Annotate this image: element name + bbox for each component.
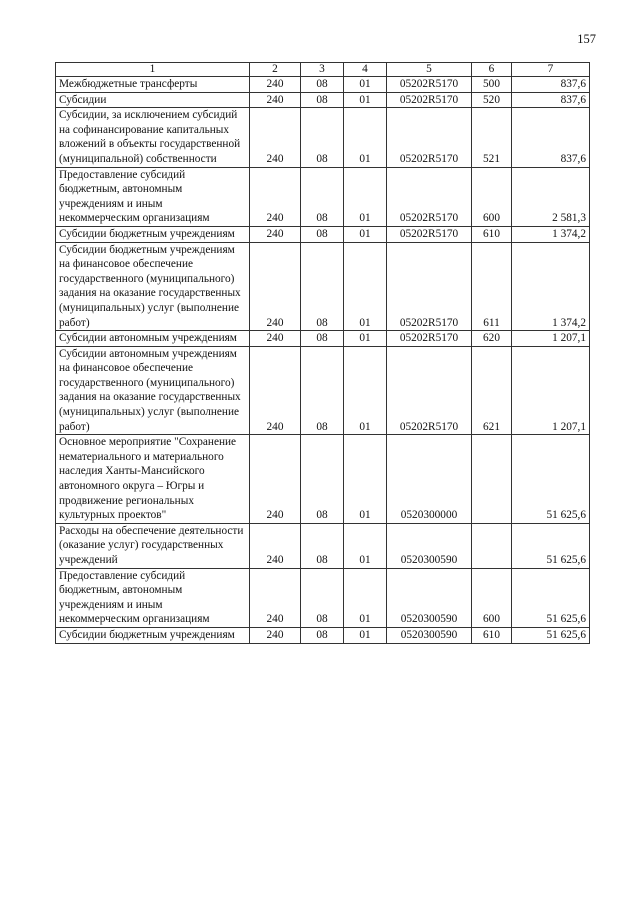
table-row bbox=[56, 226, 590, 242]
row-ministry-code: 240 bbox=[250, 226, 301, 242]
row-ministry-code: 240 bbox=[250, 627, 301, 643]
row-target-code: 05202R5170 bbox=[387, 77, 472, 93]
row-section-code: 08 bbox=[301, 346, 344, 435]
row-section-code: 08 bbox=[301, 568, 344, 627]
row-amount: 51 625,6 bbox=[512, 523, 590, 568]
row-section-code: 08 bbox=[301, 108, 344, 167]
row-expense-type: 621 bbox=[472, 346, 512, 435]
table-row bbox=[56, 77, 590, 93]
row-ministry-code: 240 bbox=[250, 108, 301, 167]
row-amount: 837,6 bbox=[512, 108, 590, 167]
row-target-code: 05202R5170 bbox=[387, 108, 472, 167]
row-name: Субсидии бюджетным учреждениям bbox=[56, 627, 250, 643]
table-row bbox=[56, 435, 590, 524]
row-expense-type: 611 bbox=[472, 242, 512, 331]
row-ministry-code: 240 bbox=[250, 242, 301, 331]
header-col-3: 3 bbox=[301, 63, 344, 77]
row-target-code: 05202R5170 bbox=[387, 167, 472, 226]
row-name: Субсидии бюджетным учреждениям на финансовое обеспечение государственного (муниципального) задания на оказание государственных (муниципальных) услуг (выполнение работ) bbox=[56, 242, 250, 331]
row-target-code: 05202R5170 bbox=[387, 331, 472, 347]
row-section-code: 08 bbox=[301, 435, 344, 524]
row-subsection-code: 01 bbox=[344, 523, 387, 568]
row-target-code: 05202R5170 bbox=[387, 242, 472, 331]
row-amount: 51 625,6 bbox=[512, 627, 590, 643]
row-name: Основное мероприятие "Сохранение нематериального и материального наследия Ханты-Мансийского автономного округа – Югры и продвижение региональных культурных проектов" bbox=[56, 435, 250, 524]
table-row bbox=[56, 627, 590, 643]
row-expense-type bbox=[472, 435, 512, 524]
table-row bbox=[56, 242, 590, 331]
row-name: Субсидии бюджетным учреждениям bbox=[56, 226, 250, 242]
row-section-code: 08 bbox=[301, 167, 344, 226]
row-expense-type bbox=[472, 523, 512, 568]
row-name: Субсидии, за исключением субсидий на софинансирование капитальных вложений в объекты государственной (муниципальной) собственности bbox=[56, 108, 250, 167]
row-amount: 2 581,3 bbox=[512, 167, 590, 226]
row-name: Субсидии bbox=[56, 92, 250, 108]
table-row bbox=[56, 167, 590, 226]
page-number: 157 bbox=[577, 32, 596, 46]
row-name: Субсидии автономным учреждениям bbox=[56, 331, 250, 347]
row-expense-type: 610 bbox=[472, 627, 512, 643]
row-amount: 51 625,6 bbox=[512, 435, 590, 524]
row-ministry-code: 240 bbox=[250, 435, 301, 524]
row-ministry-code: 240 bbox=[250, 346, 301, 435]
row-name: Предоставление субсидий бюджетным, автономным учреждениям и иным некоммерческим организациям bbox=[56, 167, 250, 226]
row-target-code: 05202R5170 bbox=[387, 346, 472, 435]
row-expense-type: 520 bbox=[472, 92, 512, 108]
table-row bbox=[56, 523, 590, 568]
row-expense-type: 610 bbox=[472, 226, 512, 242]
row-subsection-code: 01 bbox=[344, 92, 387, 108]
row-section-code: 08 bbox=[301, 331, 344, 347]
row-subsection-code: 01 bbox=[344, 167, 387, 226]
header-col-7: 7 bbox=[512, 63, 590, 77]
row-subsection-code: 01 bbox=[344, 627, 387, 643]
row-target-code: 0520300590 bbox=[387, 523, 472, 568]
budget-table bbox=[55, 62, 590, 644]
header-col-2: 2 bbox=[250, 63, 301, 77]
row-expense-type: 500 bbox=[472, 77, 512, 93]
row-expense-type: 600 bbox=[472, 167, 512, 226]
header-col-1: 1 bbox=[56, 63, 250, 77]
row-name: Субсидии автономным учреждениям на финансовое обеспечение государственного (муниципального) задания на оказание государственных (муниципальных) услуг (выполнение работ) bbox=[56, 346, 250, 435]
row-amount: 1 207,1 bbox=[512, 331, 590, 347]
row-target-code: 0520300000 bbox=[387, 435, 472, 524]
row-amount: 51 625,6 bbox=[512, 568, 590, 627]
row-target-code: 0520300590 bbox=[387, 568, 472, 627]
row-subsection-code: 01 bbox=[344, 568, 387, 627]
row-subsection-code: 01 bbox=[344, 108, 387, 167]
row-section-code: 08 bbox=[301, 242, 344, 331]
row-amount: 1 207,1 bbox=[512, 346, 590, 435]
row-subsection-code: 01 bbox=[344, 435, 387, 524]
row-section-code: 08 bbox=[301, 226, 344, 242]
row-ministry-code: 240 bbox=[250, 331, 301, 347]
row-expense-type: 521 bbox=[472, 108, 512, 167]
row-ministry-code: 240 bbox=[250, 167, 301, 226]
row-name: Межбюджетные трансферты bbox=[56, 77, 250, 93]
row-ministry-code: 240 bbox=[250, 568, 301, 627]
row-name: Предоставление субсидий бюджетным, автономным учреждениям и иным некоммерческим организациям bbox=[56, 568, 250, 627]
header-col-6: 6 bbox=[472, 63, 512, 77]
row-amount: 837,6 bbox=[512, 77, 590, 93]
table-row bbox=[56, 346, 590, 435]
row-target-code: 0520300590 bbox=[387, 627, 472, 643]
row-subsection-code: 01 bbox=[344, 226, 387, 242]
row-ministry-code: 240 bbox=[250, 523, 301, 568]
row-expense-type: 620 bbox=[472, 331, 512, 347]
header-col-5: 5 bbox=[387, 63, 472, 77]
row-subsection-code: 01 bbox=[344, 77, 387, 93]
row-amount: 1 374,2 bbox=[512, 226, 590, 242]
table-row bbox=[56, 331, 590, 347]
table-row bbox=[56, 108, 590, 167]
row-amount: 1 374,2 bbox=[512, 242, 590, 331]
row-amount: 837,6 bbox=[512, 92, 590, 108]
row-subsection-code: 01 bbox=[344, 346, 387, 435]
row-subsection-code: 01 bbox=[344, 331, 387, 347]
table-header-row bbox=[56, 63, 590, 77]
row-section-code: 08 bbox=[301, 77, 344, 93]
row-ministry-code: 240 bbox=[250, 92, 301, 108]
row-subsection-code: 01 bbox=[344, 242, 387, 331]
row-target-code: 05202R5170 bbox=[387, 226, 472, 242]
row-section-code: 08 bbox=[301, 523, 344, 568]
row-section-code: 08 bbox=[301, 92, 344, 108]
table-row bbox=[56, 568, 590, 627]
row-target-code: 05202R5170 bbox=[387, 92, 472, 108]
table-row bbox=[56, 92, 590, 108]
row-expense-type: 600 bbox=[472, 568, 512, 627]
row-name: Расходы на обеспечение деятельности (оказание услуг) государственных учреждений bbox=[56, 523, 250, 568]
header-col-4: 4 bbox=[344, 63, 387, 77]
row-ministry-code: 240 bbox=[250, 77, 301, 93]
row-section-code: 08 bbox=[301, 627, 344, 643]
